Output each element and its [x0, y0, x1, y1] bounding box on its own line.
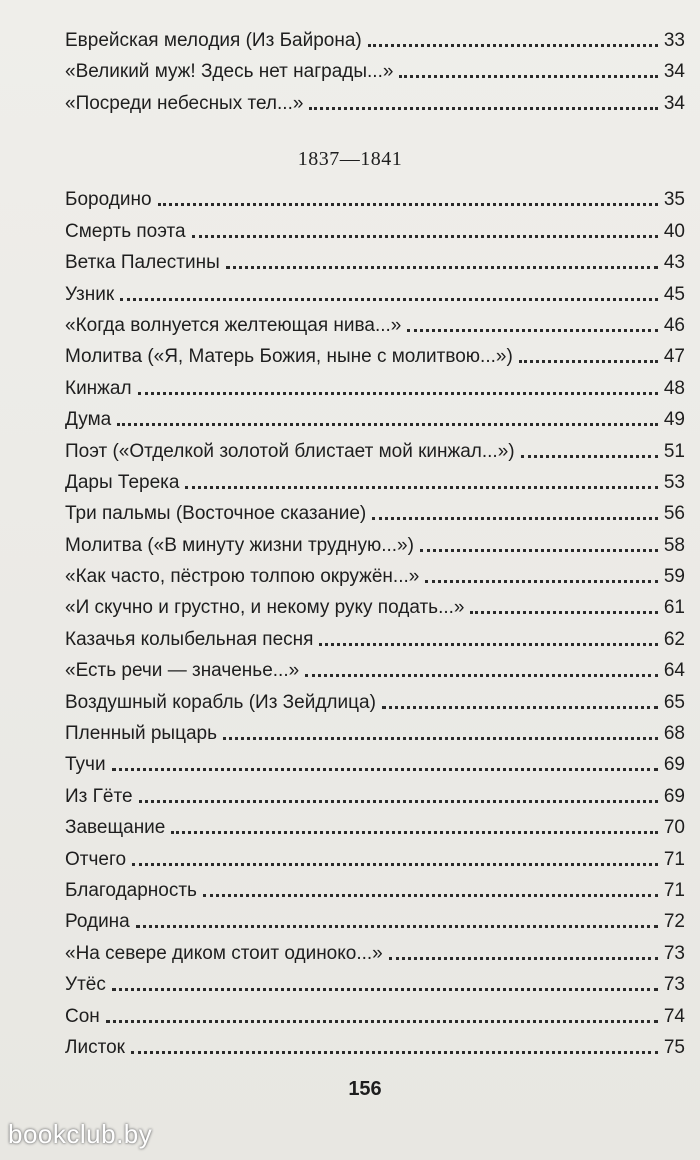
dot-leader	[372, 517, 658, 520]
toc-entry-title: Молитва («В минуту жизни трудную...»)	[65, 534, 414, 556]
toc-entry-page: 69	[663, 785, 685, 807]
toc-entry-title: Поэт («Отделкой золотой блистает мой кинжал...»)	[65, 440, 515, 462]
dot-leader	[319, 643, 657, 646]
toc-entry-page: 34	[663, 61, 685, 82]
toc-entry-title: Смерть поэта	[65, 220, 186, 242]
toc-entry-page: 53	[663, 471, 685, 493]
toc-entry-page: 33	[663, 29, 685, 51]
toc-entry-title: Завещание	[65, 817, 166, 839]
toc-entry-title: Пленный рыцарь	[65, 723, 217, 745]
toc-entry-title: «На севере диком стоит одиноко...»	[65, 942, 383, 964]
toc-entry-title: Утёс	[65, 974, 106, 996]
toc-entry	[65, 180, 685, 211]
toc-entry	[65, 871, 685, 902]
section-heading: 1837—1841	[297, 148, 403, 170]
toc-entry	[65, 20, 685, 52]
toc-entry-page: 51	[663, 440, 685, 462]
toc-entry-title: Тучи	[65, 754, 106, 776]
dot-leader	[131, 1051, 658, 1054]
toc-entry-title: Молитва («Я, Матерь Божия, ныне с молитвою...»)	[65, 346, 513, 368]
toc-entry-page: 40	[663, 220, 685, 242]
dot-leader	[399, 75, 657, 78]
toc-entry	[65, 274, 685, 305]
dot-leader	[309, 107, 657, 110]
dot-leader	[120, 298, 658, 301]
toc-entry-title: Дума	[65, 409, 112, 431]
dot-leader	[425, 580, 658, 583]
toc-entry	[65, 525, 685, 556]
toc-entry-title: Узник	[65, 283, 115, 305]
toc-entry	[65, 463, 685, 494]
toc-entry	[65, 400, 685, 431]
dot-leader	[382, 706, 658, 709]
toc-entry	[65, 682, 685, 713]
dot-leader	[305, 674, 658, 677]
toc-entry-page: 73	[663, 942, 685, 964]
dot-leader	[420, 549, 658, 552]
toc-entry	[65, 211, 685, 242]
toc-entry-page: 45	[663, 283, 685, 305]
toc-entry-page: 74	[663, 1005, 685, 1027]
dot-leader	[521, 455, 658, 458]
toc-entry-title: Три пальмы (Восточное сказание)	[65, 503, 367, 525]
toc-entry-page: 62	[663, 628, 685, 650]
toc-entry	[65, 776, 685, 807]
toc-entry-page: 56	[663, 503, 685, 525]
dot-leader	[470, 611, 657, 614]
toc-list-section	[65, 180, 685, 1059]
toc-entry	[65, 902, 685, 933]
toc-entry	[65, 745, 685, 776]
toc-entry	[65, 368, 685, 399]
toc-entry-title: Из Гёте	[65, 785, 133, 807]
toc-entry	[65, 557, 685, 588]
toc-entry	[65, 1028, 685, 1059]
dot-leader	[223, 737, 658, 740]
dot-leader	[158, 203, 658, 206]
toc-entry-page: 48	[663, 377, 685, 399]
toc-entry	[65, 588, 685, 619]
toc-entry-title: Кинжал	[65, 377, 132, 399]
watermark-text: bookclub.by	[8, 1119, 153, 1149]
dot-leader	[112, 988, 658, 991]
toc-entry	[65, 337, 685, 368]
toc-entry-title: «Есть речи — значенье...»	[65, 660, 300, 682]
toc-entry	[65, 431, 685, 462]
dot-leader	[185, 486, 657, 489]
toc-entry	[65, 839, 685, 870]
toc-entry-page: 71	[663, 848, 685, 870]
toc-entry	[65, 306, 685, 337]
toc-entry-page: 47	[663, 346, 685, 368]
toc-entry-title: Дары Терека	[65, 471, 180, 493]
toc-entry-page: 71	[663, 879, 685, 901]
dot-leader	[112, 768, 658, 771]
toc-entry-title: «Великий муж! Здесь нет награды...»	[65, 61, 394, 82]
dot-leader	[139, 800, 658, 803]
toc-entry-page: 70	[663, 817, 685, 839]
toc-entry-title: Казачья колыбельная песня	[65, 628, 314, 650]
page-number: 156	[348, 1078, 382, 1100]
toc-entry-title: Родина	[65, 911, 130, 933]
toc-entry-title: Еврейская мелодия (Из Байрона)	[65, 29, 362, 51]
toc-entry-title: Отчего	[65, 848, 127, 870]
toc-entry-title: Благодарность	[65, 879, 197, 901]
toc-entry-title: «Когда волнуется желтеющая нива...»	[65, 314, 402, 336]
toc-entry-page: 64	[663, 660, 685, 682]
dot-leader	[389, 957, 658, 960]
toc-entry-page: 35	[663, 189, 685, 211]
dot-leader	[407, 329, 658, 332]
toc-entry-title: Ветка Палестины	[65, 252, 220, 274]
dot-leader	[203, 894, 658, 897]
toc-entry-page: 34	[663, 92, 685, 114]
dot-leader	[519, 360, 658, 363]
dot-leader	[132, 863, 658, 866]
toc-entry-page: 69	[663, 754, 685, 776]
toc-entry-title: Бородино	[65, 189, 152, 211]
toc-entry-title: Сон	[65, 1005, 100, 1027]
toc-entry	[65, 494, 685, 525]
toc-entry-page: 73	[663, 974, 685, 996]
dot-leader	[171, 831, 657, 834]
toc-entry	[65, 619, 685, 650]
dot-leader	[117, 423, 658, 426]
toc-entry-title: «Как часто, пёстрою толпою окружён...»	[65, 566, 420, 588]
dot-leader	[368, 44, 658, 47]
toc-entry-title: Воздушный корабль (Из Зейдлица)	[65, 691, 376, 713]
toc-entry-title: «Посреди небесных тел...»	[65, 92, 304, 114]
dot-leader	[192, 235, 658, 238]
toc-entry-page: 65	[663, 691, 685, 713]
toc-entry	[65, 243, 685, 274]
toc-entry	[65, 714, 685, 745]
toc-entry-page: 75	[663, 1036, 685, 1058]
toc-entry-title: Листок	[65, 1036, 125, 1058]
toc-entry	[65, 808, 685, 839]
toc-entry-title: «И скучно и грустно, и некому руку подать...»	[65, 597, 465, 619]
toc-entry-page: 59	[663, 566, 685, 588]
toc-list-previous-section	[65, 20, 685, 115]
toc-entry-page: 61	[663, 597, 685, 619]
dot-leader	[226, 266, 658, 269]
dot-leader	[136, 925, 658, 928]
toc-entry-page: 49	[663, 409, 685, 431]
dot-leader	[106, 1020, 658, 1023]
toc-entry-page: 58	[663, 534, 685, 556]
toc-entry	[65, 52, 685, 84]
toc-entry	[65, 83, 685, 115]
toc-entry	[65, 965, 685, 996]
toc-entry	[65, 933, 685, 964]
toc-entry-page: 46	[663, 314, 685, 336]
toc-entry-page: 68	[663, 723, 685, 745]
toc-entry	[65, 651, 685, 682]
dot-leader	[138, 392, 658, 395]
toc-entry-page: 43	[663, 252, 685, 274]
toc-entry	[65, 996, 685, 1027]
toc-entry-page: 72	[663, 911, 685, 933]
